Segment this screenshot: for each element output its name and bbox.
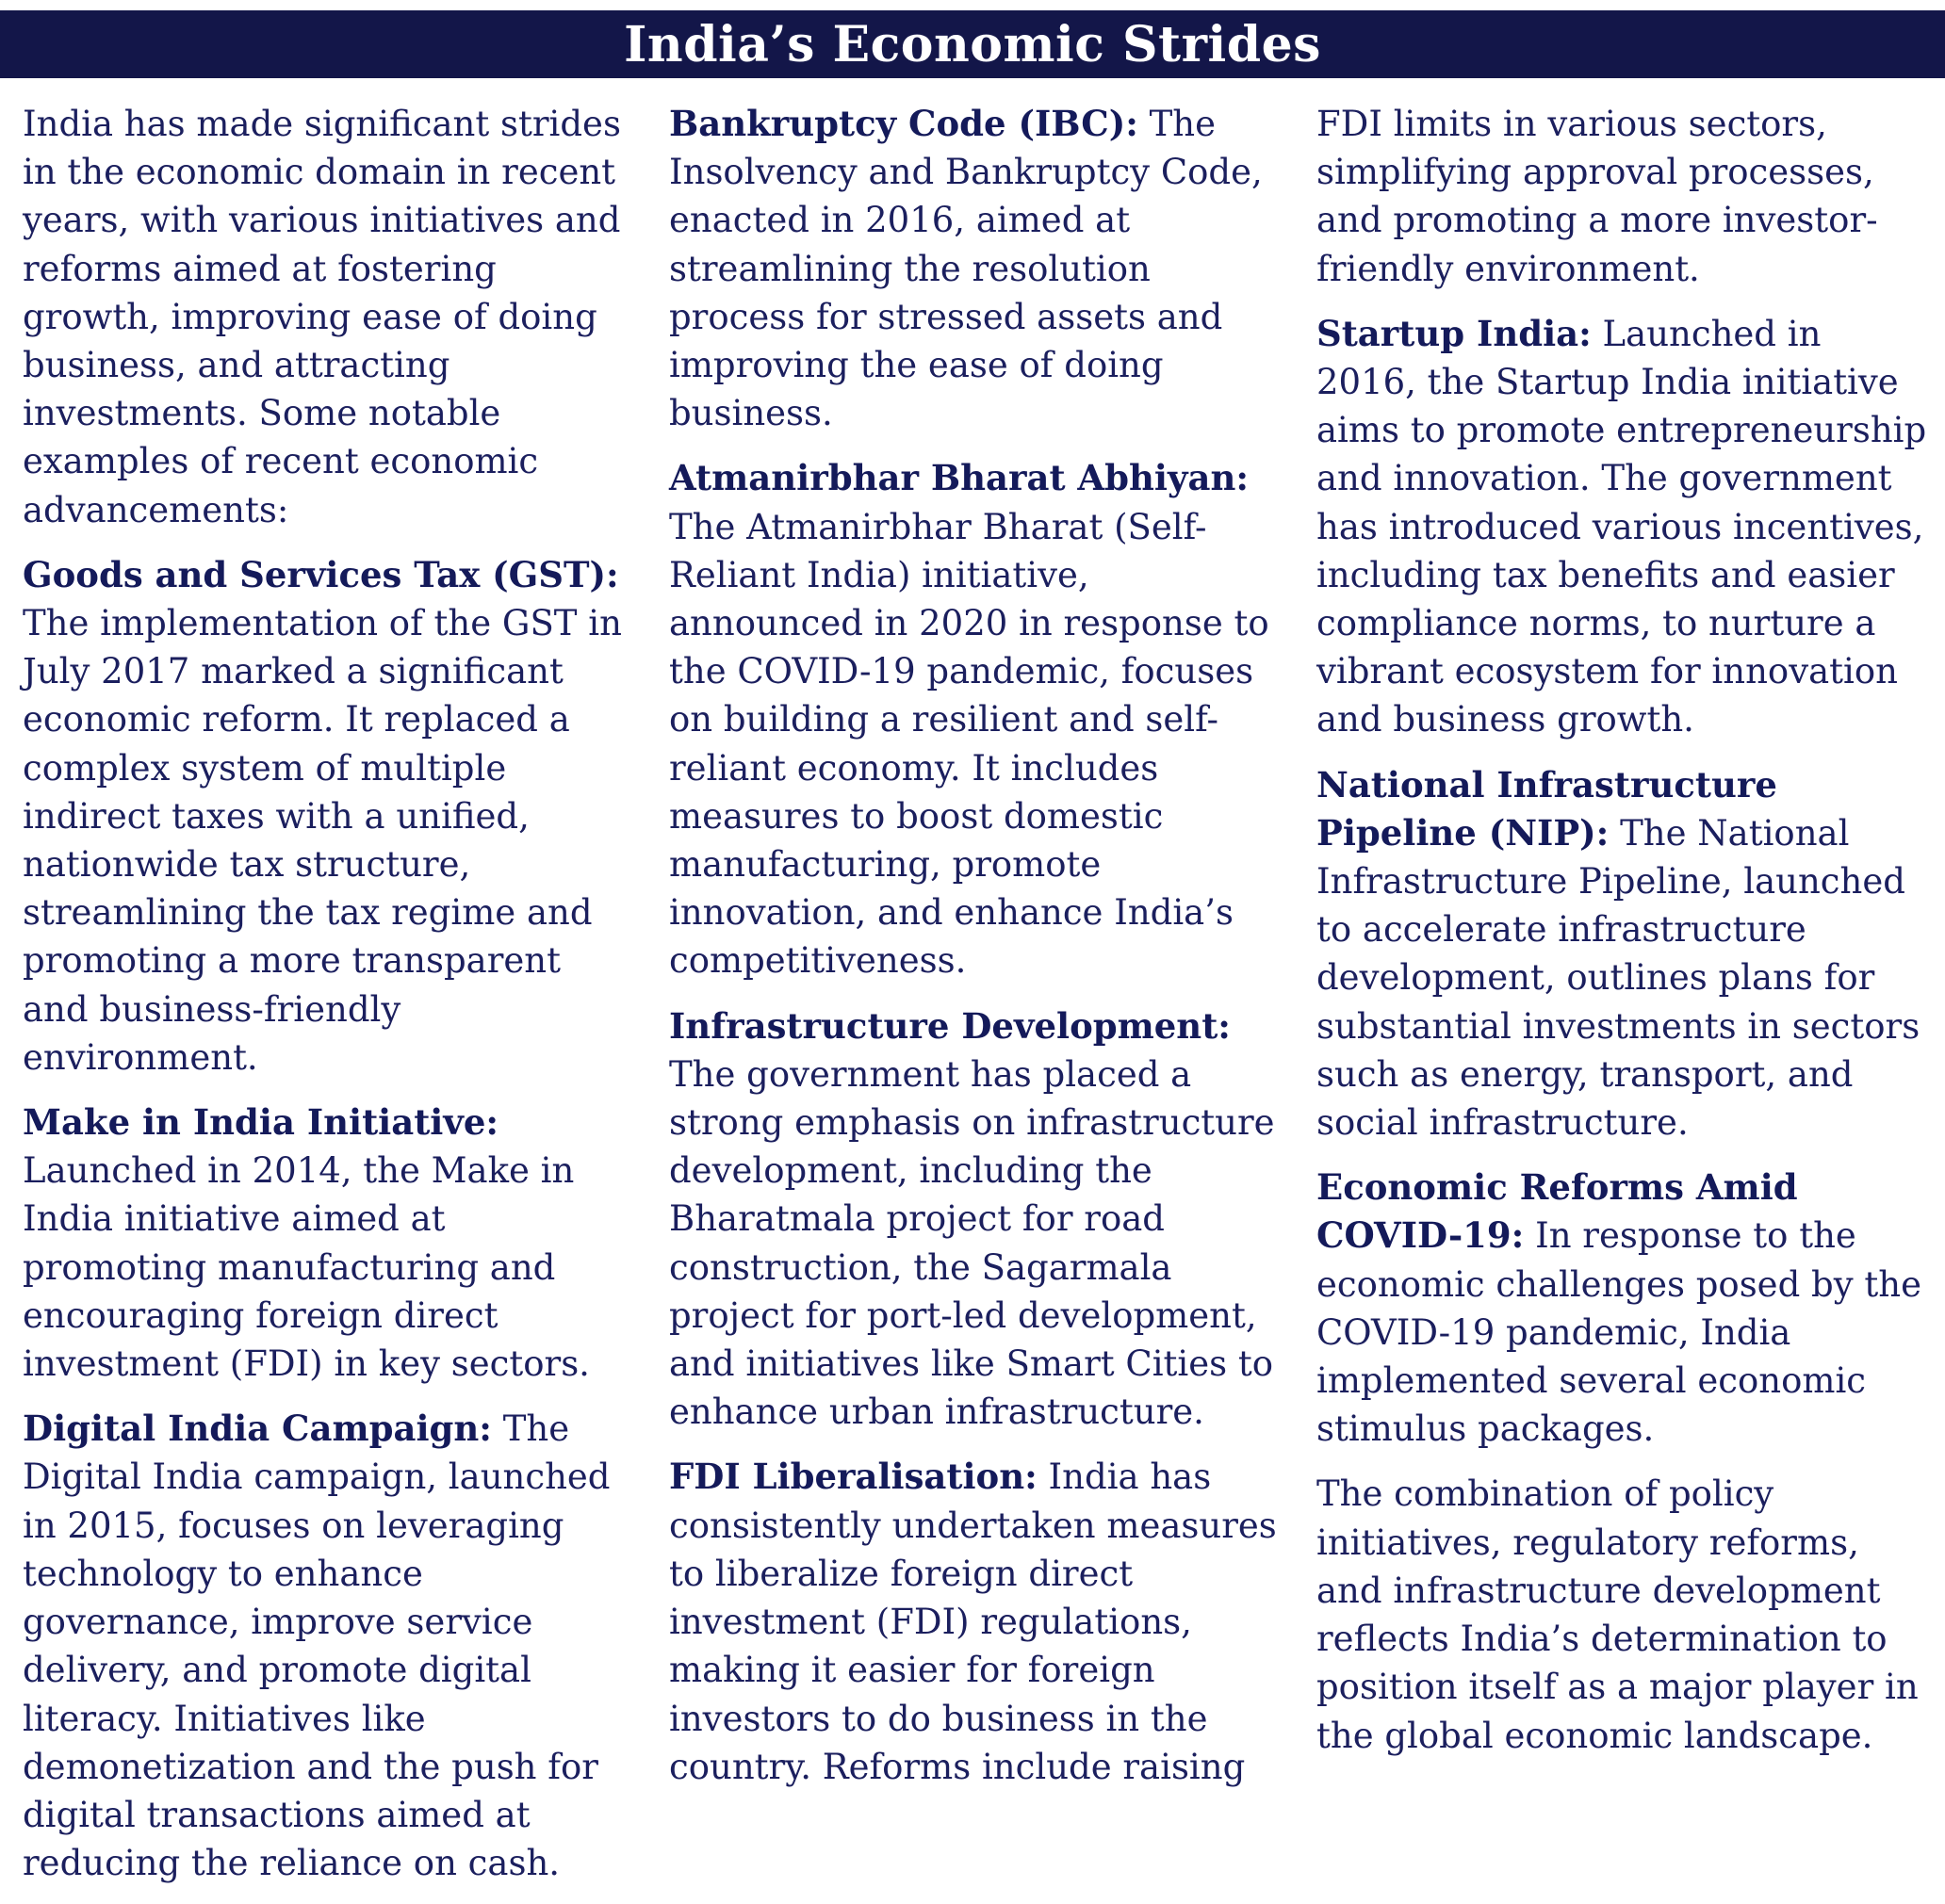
section-text: Launched in 2014, the Make in India initiative aimed at promoting manufacturing and encouraging foreign direct investment (FDI) in key sectors. — [23, 1150, 590, 1385]
section-heading: Make in India Initiative: — [23, 1101, 499, 1144]
section-text: The Insolvency and Bankruptcy Code, enacted in 2016, aimed at streamlining the resolution process for stressed assets and improving the ease of doing business. — [669, 104, 1263, 434]
section-infrastructure — [669, 1002, 1280, 1437]
section-make-in-india — [23, 1098, 633, 1388]
section-text: India has consistently undertaken measures to liberalize foreign direct investment (FDI) regulations, making it easier for foreign investors to do business in the country. Reforms include raising — [669, 1456, 1277, 1787]
section-heading: Goods and Services Tax (GST): — [23, 553, 619, 595]
section-startup-india — [1316, 310, 1927, 744]
section-heading: Atmanirbhar Bharat Abhiyan: — [669, 457, 1249, 499]
section-atmanirbhar — [669, 454, 1280, 985]
column-2 — [669, 100, 1280, 1808]
section-text: Launched in 2016, the Startup India initiative aims to promote entrepreneurship and innovation. The government has introduced various incentives, including tax benefits and easier compliance norms, to nurture a vibrant ecosystem for innovation and business growth. — [1316, 313, 1927, 740]
section-fdi — [669, 1453, 1280, 1790]
section-ibc — [669, 100, 1280, 437]
column-1 — [23, 100, 633, 1904]
section-heading: Economic Reforms Amid COVID-19: — [1316, 1166, 1798, 1257]
section-gst — [23, 551, 633, 1082]
section-text: In response to the economic challenges posed by the COVID-19 pandemic, India implemented several economic stimulus packages. — [1316, 1215, 1921, 1450]
title-banner — [0, 10, 1945, 78]
section-text: The implementation of the GST in July 2017 marked a significant economic reform. It replaced a complex system of multiple indirect taxes with a unified, nationwide tax structure, streamlining the tax regime and promoting a more transparent and business-friendly environment. — [23, 603, 622, 1078]
column-3 — [1316, 100, 1927, 1777]
section-heading: Bankruptcy Code (IBC): — [669, 103, 1138, 144]
section-text: The National Infrastructure Pipeline, launched to accelerate infrastructure development, outlines plans for substantial investments in sectors such as energy, transport, and social infrastructure. — [1316, 812, 1920, 1144]
section-heading: FDI Liberalisation: — [669, 1456, 1038, 1498]
section-text: The Digital India campaign, launched in 2015, focuses on leveraging technology to enhance governance, improve service delivery, and promote digital literacy. Initiatives like demonetization and the push for digital transactions aimed at reducing the reliance on cash. — [23, 1408, 611, 1884]
conclusion-paragraph: The combination of policy initiatives, regulatory reforms, and infrastructure development reflects India’s determination to position itself as a major player in the global economic landscape. — [1316, 1473, 1919, 1756]
section-text: The Atmanirbhar Bharat (Self-Reliant India) initiative, announced in 2020 in response to the COVID-19 pandemic, focuses on building a resilient and self-reliant economy. It includes measures to boost domestic manufacturing, promote innovation, and enhance India’s competitiveness. — [669, 506, 1269, 982]
section-text: FDI limits in various sectors, simplifying approval processes, and promoting a more investor-friendly environment. — [1316, 104, 1878, 289]
intro-paragraph: India has made significant strides in the economic domain in recent years, with various initiatives and reforms aimed at fostering growth, improving ease of doing business, and attracting investments. Some notable examples of recent economic advancements: — [23, 104, 621, 530]
section-nip — [1316, 761, 1927, 1147]
section-heading: Digital India Campaign: — [23, 1408, 492, 1450]
section-heading: Infrastructure Development: — [669, 1004, 1231, 1047]
page-title: India’s Economic Strides — [624, 15, 1321, 73]
section-digital-india — [23, 1405, 633, 1887]
section-fdi-continued — [1316, 100, 1927, 293]
section-text: The government has placed a strong emphasis on infrastructure development, including the Bharatmala project for road construction, the Sagarmala project for port-led development, and initiatives like Smart Cities to enhance urban infrastructure. — [669, 1053, 1275, 1433]
section-covid-reforms — [1316, 1164, 1927, 1453]
section-heading: Startup India: — [1316, 312, 1592, 354]
section-heading: National Infrastructure Pipeline (NIP): — [1316, 763, 1777, 854]
